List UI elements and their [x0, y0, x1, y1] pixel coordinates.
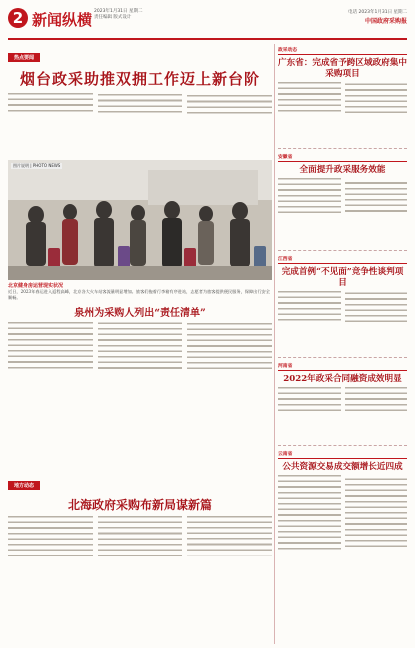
right-section-4 [278, 357, 407, 443]
right-headline-3: 完成首例“不见面”竞争性谈判项目 [281, 267, 404, 288]
section-title: 新闻纵横 [32, 11, 93, 29]
photo-caption: 近日，2023年春运进入返程高峰，北京各大火车站客流量明显增加。旅客们拖着行李箱有序进站，志愿者为旅客提供便民服务，保障出行安全顺畅。 [8, 289, 270, 300]
lead-headline: 烟台政采助推双拥工作迈上新台阶 [19, 70, 260, 88]
header-editor: 责任编辑 版式设计 [94, 15, 132, 20]
right-body-4 [278, 387, 407, 443]
header-right-line: 电话 2023年1月31日 星期二 [348, 10, 407, 15]
third-article-body [8, 516, 272, 634]
third-headline: 北海政府采购布新局谋新篇 [67, 498, 212, 513]
header-right [348, 9, 407, 25]
station-crowd-illustration [8, 160, 272, 280]
header-info [94, 9, 214, 21]
right-tag-3: 江西省 [278, 255, 407, 264]
right-tag-1: 政采动态 [278, 46, 407, 55]
right-body-5 [278, 475, 407, 625]
right-headline-1: 广东省：完成省予跨区域政府集中采购项目 [278, 58, 407, 79]
second-headline: 泉州为采购人列出“责任清单” [74, 308, 206, 320]
right-section-5 [278, 445, 407, 625]
page-header [8, 6, 407, 40]
page-number-badge: 2 [8, 8, 28, 28]
right-headline-2: 全面提升政采服务效能 [299, 165, 386, 175]
section-tag: 热点要闻 [8, 53, 40, 62]
right-tag-4: 河南省 [278, 362, 407, 371]
news-photo [8, 160, 272, 280]
lead-article-body [8, 93, 272, 157]
right-section-2 [278, 148, 407, 248]
second-article-body [8, 322, 272, 472]
right-headline-5: 公共资源交易成交额增长近四成 [282, 462, 403, 472]
right-tag-2: 安徽省 [278, 153, 407, 162]
right-section-3 [278, 250, 407, 355]
right-column [278, 44, 407, 625]
newspaper-brand: 中国政府采购报 [364, 18, 407, 25]
right-headline-4: 2022年政采合同融资成效明显 [283, 374, 402, 384]
local-news-tag: 地方动态 [8, 481, 40, 490]
right-body-3 [278, 291, 407, 355]
photo-label: 北京健身房运营现实状况 [8, 283, 64, 289]
left-column [8, 44, 272, 634]
photo-tag: 图片说明 | PHOTO NEWS [13, 163, 61, 168]
right-body-1 [278, 82, 407, 146]
right-tag-5: 云南省 [278, 450, 407, 459]
right-body-2 [278, 178, 407, 248]
column-divider [274, 44, 275, 644]
header-date: 2023年1月31日 星期二 [94, 9, 143, 14]
